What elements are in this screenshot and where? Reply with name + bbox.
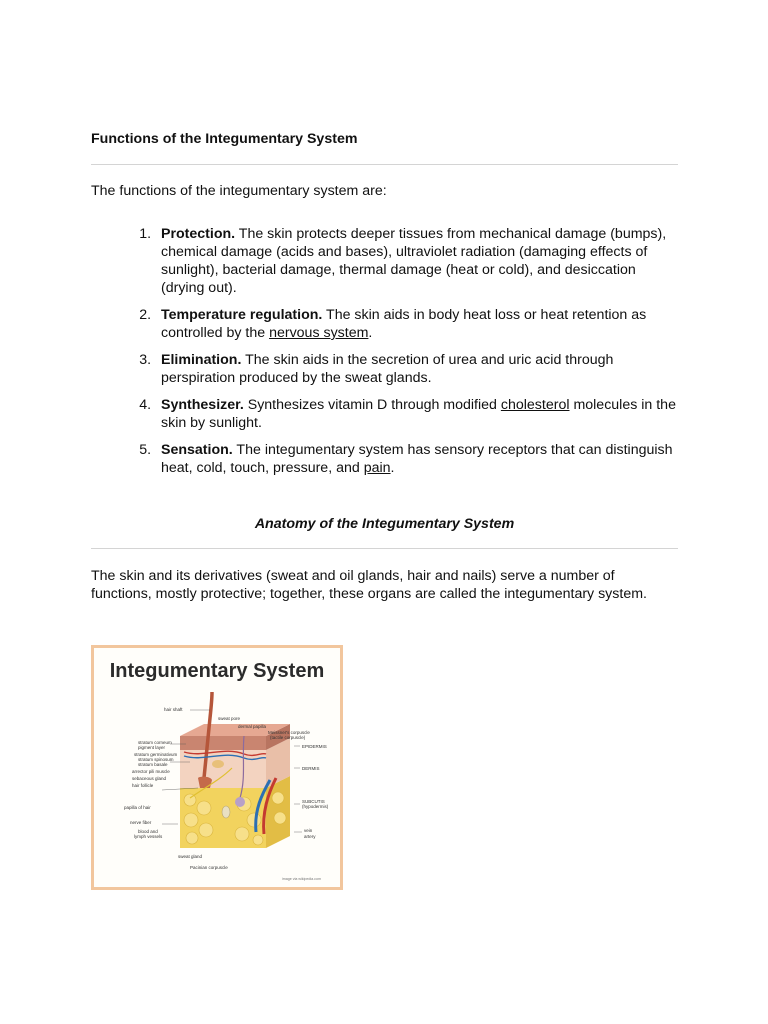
skin-diagram-figure [91, 645, 343, 890]
sweat-gland-coil [235, 797, 245, 807]
function-text: . [390, 460, 395, 476]
label-sweat-pore: sweat pore [218, 716, 241, 721]
label-meissner-corpuscle: Meissner's corpuscle [268, 730, 310, 735]
figure-title: Integumentary System [109, 660, 325, 682]
function-text: The skin protects deeper tissues from mechanical damage (bumps), chemical damage (acids and bases), ultraviolet radiation (damaging effects of sunlight), bacterial damage, thermal damage (heat or cold), and desiccation (drying out). [161, 226, 667, 296]
function-text: . [368, 325, 373, 341]
label-papilla-of-hair: papilla of hair [124, 805, 151, 810]
label-stratum-spinosum: stratum spinosum [138, 757, 174, 762]
function-text: The skin aids in body heat loss or heat retention as controlled by the [161, 307, 647, 341]
skin-cross-section-diagram [94, 648, 340, 887]
label-dermal-papilla: dermal papilla [238, 724, 267, 729]
anatomy-paragraph: The skin and its derivatives (sweat and oil glands, hair and nails) serve a number of functions, mostly protective; together, these organs are called the integumentary system. [91, 568, 647, 602]
intro-text: The functions of the integumentary system are: [91, 183, 387, 199]
divider [91, 164, 678, 165]
functions-list [91, 225, 681, 477]
label-blood-vessels: blood and [138, 829, 158, 834]
function-text: The integumentary system has sensory receptors that can distinguish heat, cold, touch, pressure, and [161, 442, 673, 476]
label-epidermis: EPIDERMIS [302, 744, 327, 749]
function-term: Protection. [161, 226, 236, 242]
label-nerve-fiber: nerve fiber [130, 820, 152, 825]
image-credit: image via wikipedia.com [282, 877, 321, 881]
label-stratum-basale: stratum basale [138, 762, 168, 767]
label-stratum-corneum: stratum corneum [138, 740, 172, 745]
label-sebaceous-gland: sebaceous gland [132, 776, 167, 781]
label-tactile-corpuscle: (tactile corpuscle) [270, 735, 306, 740]
function-text: The skin aids in the secretion of urea and uric acid through perspiration produced by the sweat glands. [161, 352, 614, 386]
label-pacinian-corpuscle: Pacinian corpuscle [190, 865, 228, 870]
functions-heading: Functions of the Integumentary System [91, 131, 358, 147]
label-arrector-pili: arrector pili muscle [132, 769, 170, 774]
hair-follicle [198, 777, 212, 788]
label-hair-follicle: hair follicle [132, 783, 154, 788]
label-artery: artery [304, 834, 316, 839]
list-item [155, 441, 681, 477]
label-subcutis: SUBCUTIS [302, 799, 325, 804]
label-hypodermis: (hypodermis) [302, 804, 329, 809]
pain-link[interactable]: pain [363, 460, 391, 476]
function-term: Temperature regulation. [161, 307, 323, 323]
label-dermis: DERMIS [302, 766, 320, 771]
label-sweat-gland: sweat gland [178, 854, 203, 859]
label-lymph-vessels: lymph vessels [134, 834, 163, 839]
function-text: molecules in the skin by sunlight. [161, 397, 676, 431]
label-hair-shaft: hair shaft [164, 707, 183, 712]
list-item [155, 306, 681, 342]
subcutis-fat-side [266, 776, 290, 848]
list-item [155, 396, 681, 432]
divider [91, 548, 678, 549]
label-vein: vein [304, 828, 313, 833]
function-text: Synthesizes vitamin D through modified [243, 397, 501, 413]
nervous-system-link[interactable]: nervous system [269, 325, 369, 341]
anatomy-heading: Anatomy of the Integumentary System [254, 516, 515, 532]
label-pigment-layer: pigment layer [138, 745, 166, 750]
sebaceous-gland [212, 760, 224, 768]
function-term: Elimination. [161, 352, 242, 368]
list-item [155, 225, 681, 297]
cholesterol-link[interactable]: cholesterol [500, 397, 570, 413]
label-stratum-germinativum: stratum germinativum [134, 752, 178, 757]
epidermis-layer [180, 736, 266, 750]
function-term: Sensation. [161, 442, 233, 458]
list-item [155, 351, 681, 387]
function-term: Synthesizer. [161, 397, 244, 413]
pacinian-corpuscle [222, 806, 230, 818]
